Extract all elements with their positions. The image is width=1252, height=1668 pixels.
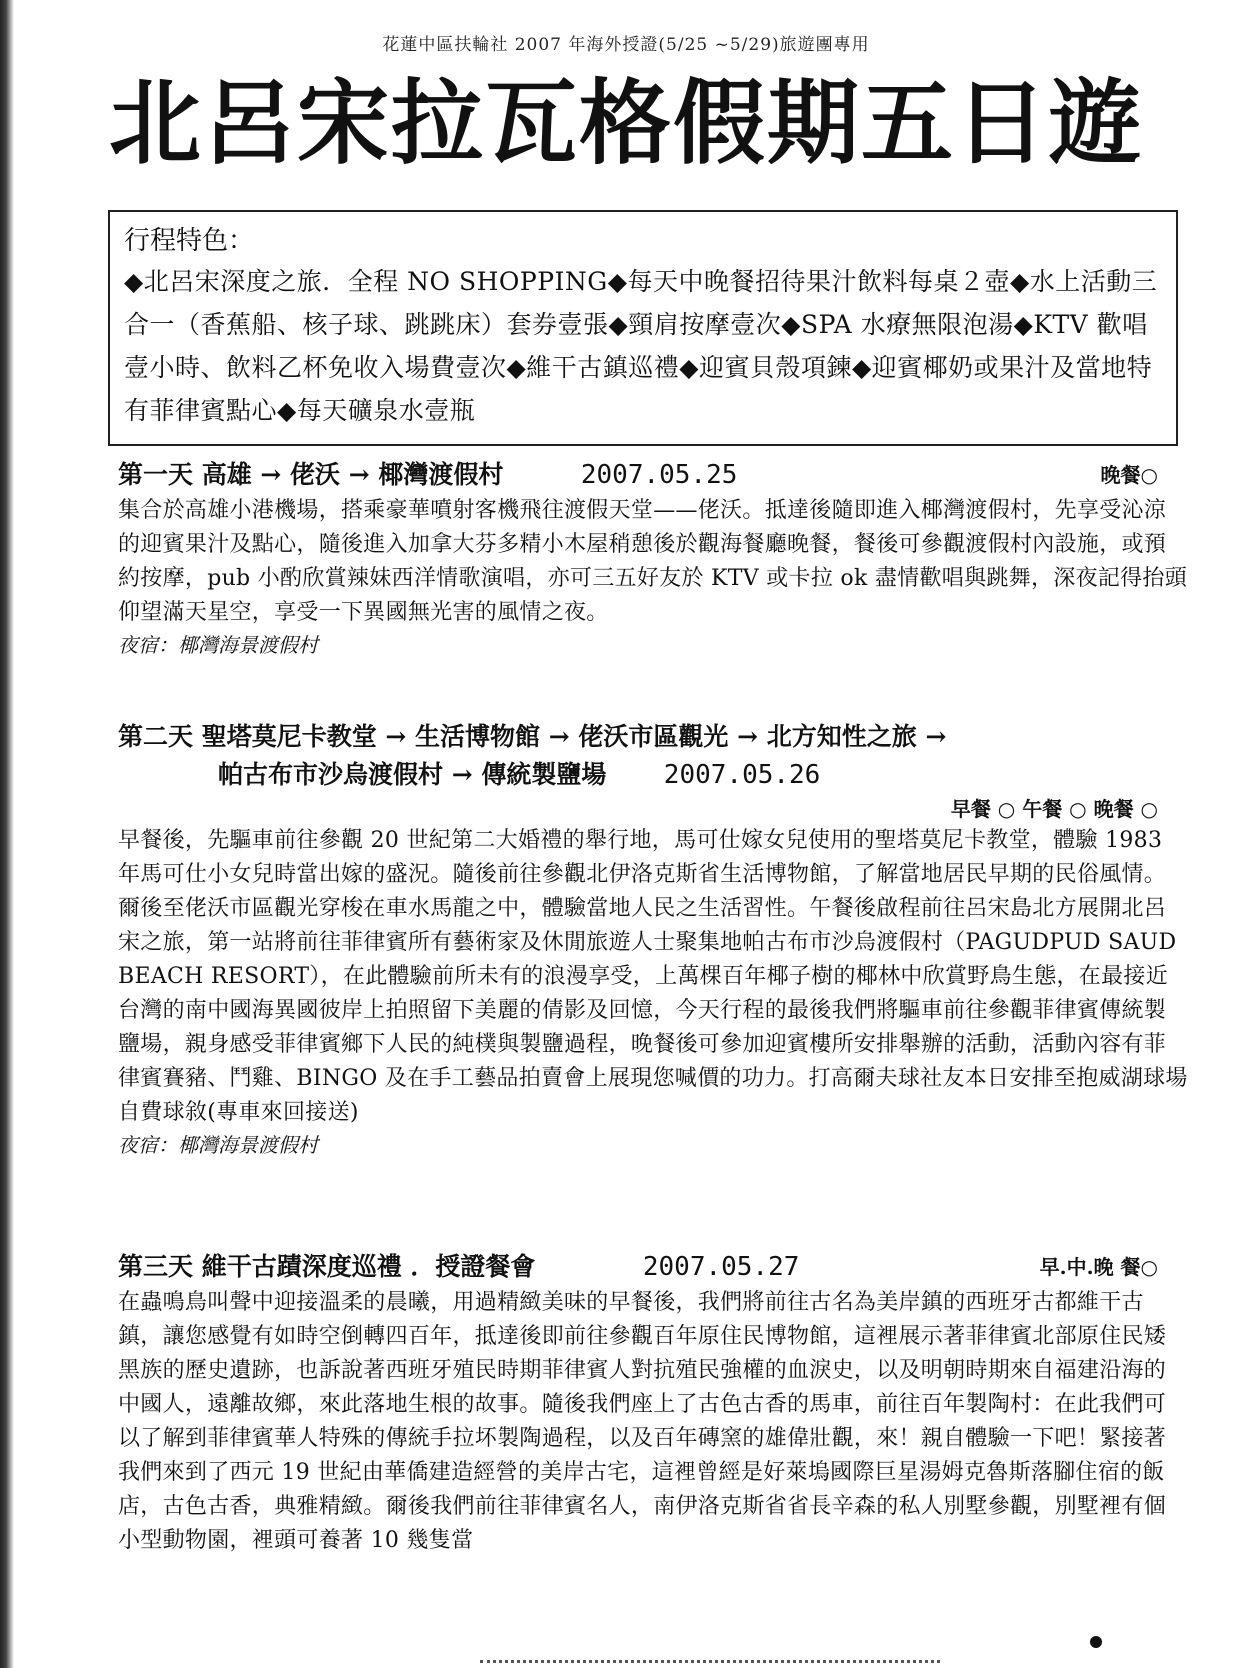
day-2-meals: 早餐 ○ 午餐 ○ 晚餐 ○ [950,797,1158,821]
day-2-date: 2007.05.26 [663,760,821,790]
day-3-meals: 早.中.晚 餐○ [1039,1255,1158,1279]
features-label: 行程特色： [124,226,255,256]
day-3-body: 在蟲鳴鳥叫聲中迎接溫柔的晨曦，用過精緻美味的早餐後，我們將前往古名為美岸鎮的西班牙古都維干古鎮，讓您感覺有如時空倒轉四百年，抵達後即前往參觀百年原住民博物館，這裡展示著菲律賓北部原住民矮黑族的歷史遺跡，也訴說著西班牙殖民時期菲律賓人對抗殖民強權的血淚史，以及明朝時期來自福建沿海的中國人，遠離故鄉，來此落地生根的故事。隨後我們座上了古色古香的馬車，前往百年製陶村：在此我們可以了解到菲律賓華人特殊的傳統手拉坏製陶過程，以及百年磚窯的雄偉壯觀，來！親自體驗一下吧！緊接著我們來到了西元 19 世紀由華僑建造經營的美岸古宅，這裡曾經是好萊塢國際巨星湯姆克魯斯落腳住宿的飯店，古色古香，典雅精緻。爾後我們前往菲律賓名人，南伊洛克斯省省長辛森的私人別墅參觀，別墅裡有個小型動物園，裡頭可養著 10 幾隻當 [118,1290,1167,1553]
day-1-stay: 夜宿：椰灣海景渡假村 [118,633,318,657]
day-3-title-row [118,1248,1188,1286]
day-1-title: 第一天 高雄 → 佬沃 → 椰灣渡假村 [118,460,504,489]
day-2-title-row2 [118,756,1188,794]
scan-edge [0,0,14,1668]
scan-artifact-line [480,1660,940,1666]
day-2-title: 第二天 聖塔莫尼卡教堂 → 生活博物館 → 佬沃市區觀光 → 北方知性之旅 → [118,722,947,751]
day-2-section [118,718,1188,1160]
day-2-body: 早餐後，先驅車前往參觀 20 世紀第二大婚禮的舉行地，馬可仕嫁女兒使用的聖塔莫尼卡教堂，體驗 1983 年馬可仕小女兒時當出嫁的盛況。隨後前往參觀北伊洛克斯省生活博物館，了解當地居民早期的民俗風情。爾後至佬沃市區觀光穿梭在車水馬龍之中，體驗當地人民之生活習性。午餐後啟程前往呂宋島北方展開北呂宋之旅，第一站將前往菲律賓所有藝術家及休閒旅遊人士聚集地帕古布市沙烏渡假村（PAGUDPUD SAUD BEACH RESORT），在此體驗前所未有的浪漫享受，上萬棵百年椰子樹的椰林中欣賞野鳥生態，在最接近台灣的南中國海異國彼岸上拍照留下美麗的倩影及回憶，今天行程的最後我們將驅車前往參觀菲律賓傳統製鹽場，親身感受菲律賓鄉下人民的純樸與製鹽過程，晚餐後可參加迎賓樓所安排舉辦的活動，活動內容有菲律賓賽豬、鬥雞、BINGO 及在手工藝品拍賣會上展現您喊價的功力。打高爾夫球社友本日安排至抱威湖球場自費球敘(專車來回接送) [118,828,1188,1125]
features-text: ◆北呂宋深度之旅．全程 NO SHOPPING◆每天中晚餐招待果汁飲料每桌２壺◆水上活動三合一（香蕉船、核子球、跳跳床）套券壹張◆頸肩按摩壹次◆SPA 水療無限泡湯◆KTV 歡唱壹小時、飲料乙杯免收入場費壹次◆維干古鎮巡禮◆迎賓貝殼項鍊◆迎賓椰奶或果汁及當地特有菲律賓點心◆每天礦泉水壹瓶 [124,267,1158,425]
day-1-meals: 晚餐○ [1100,463,1158,487]
day-1-date: 2007.05.25 [580,460,738,490]
day-2-stay: 夜宿：椰灣海景渡假村 [118,1133,318,1157]
day-1-section [118,456,1188,660]
scan-artifact-dot [1090,1636,1102,1648]
page-title: 北呂宋拉瓦格假期五日遊 [108,70,1143,177]
day-3-date: 2007.05.27 [642,1252,800,1282]
day-3-section [118,1248,1188,1558]
features-box [108,210,1178,446]
day-3-title: 第三天 維干古蹟深度巡禮 ．授證餐會 [118,1252,536,1281]
day-2-title2: 帕古布市沙烏渡假村 → 傳統製鹽場 [218,760,607,789]
day-1-title-row [118,456,1188,494]
header-note: 花蓮中區扶輪社 2007 年海外授證(5/25 ~5/29)旅遊團專用 [382,35,870,55]
day-1-body: 集合於高雄小港機場，搭乘豪華噴射客機飛往渡假天堂——佬沃。抵達後隨即進入椰灣渡假村，先享受沁涼的迎賓果汁及點心，隨後進入加拿大芬多精小木屋稍憩後於觀海餐廳晚餐，餐後可參觀渡假村內設施，或預約按摩，pub 小酌欣賞辣妹西洋情歌演唱，亦可三五好友於 KTV 或卡拉 ok 盡情歡唱與跳舞，深夜記得抬頭仰望滿天星空，享受一下異國無光害的風情之夜。 [118,498,1188,625]
